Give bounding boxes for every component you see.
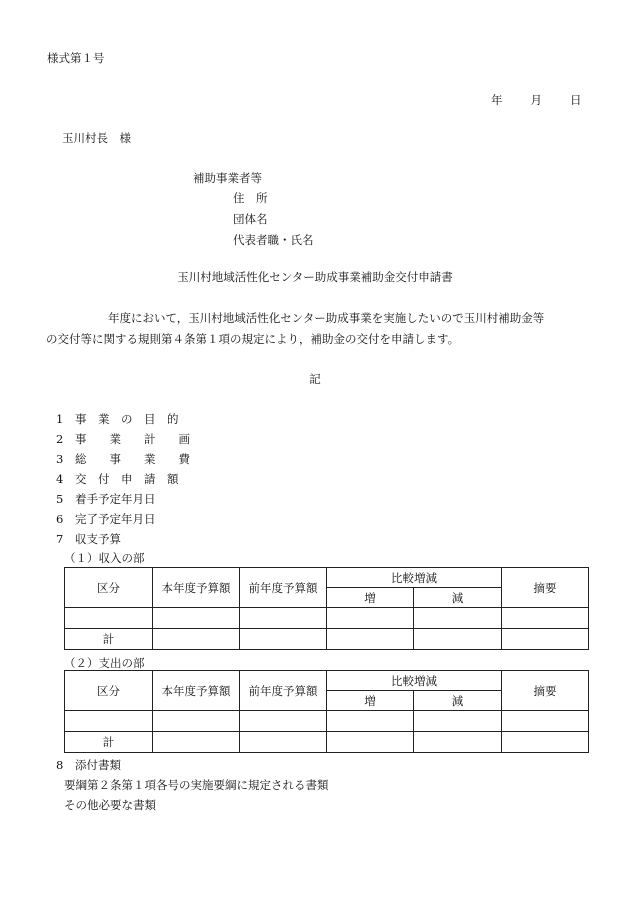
date-month: 月 — [530, 93, 542, 107]
item-number: 1 — [56, 412, 64, 426]
item-number: 7 — [56, 532, 64, 546]
cell — [327, 629, 414, 650]
item-label: 総 事 業 費 — [75, 452, 190, 466]
date-day: 日 — [570, 93, 582, 107]
form-number: 様式第１号 — [47, 51, 105, 65]
total-label: 計 — [65, 629, 153, 650]
header-remarks: 摘要 — [502, 671, 589, 711]
item-number: 4 — [56, 472, 64, 486]
cell — [153, 629, 240, 650]
cell — [502, 608, 589, 629]
item-label: 事 業 計 画 — [75, 432, 190, 446]
date-line — [491, 92, 582, 108]
cell — [502, 732, 589, 753]
table-row — [65, 711, 589, 732]
applicant-organization-label: 団体名 — [233, 212, 268, 226]
header-increase: 増 — [327, 691, 414, 711]
expense-table — [64, 670, 589, 753]
cell — [327, 732, 414, 753]
item-start-date — [56, 491, 156, 507]
ki-heading: 記 — [309, 372, 321, 386]
document-title: 玉川村地域活性化センター助成事業補助金交付申請書 — [177, 270, 453, 284]
table-row — [65, 608, 589, 629]
item-number: 6 — [56, 512, 64, 526]
header-previous-budget: 前年度予算額 — [240, 568, 327, 608]
body-paragraph — [46, 308, 586, 350]
item-budget — [56, 531, 121, 547]
applicant-representative-label: 代表者職・氏名 — [233, 233, 314, 247]
total-label: 計 — [65, 732, 153, 753]
applicant-address-label: 住 所 — [233, 191, 268, 205]
item-label: 交 付 申 請 額 — [75, 472, 179, 486]
header-increase: 増 — [327, 588, 414, 608]
income-heading: （１）収入の部 — [64, 551, 145, 565]
item-attachments — [56, 757, 121, 773]
cell — [240, 608, 327, 629]
header-comparison: 比較増減 — [327, 671, 502, 691]
cell — [414, 608, 502, 629]
item-purpose — [56, 411, 179, 427]
total-row — [65, 629, 589, 650]
date-year: 年 — [491, 93, 503, 107]
header-decrease: 減 — [414, 588, 502, 608]
item-number: 8 — [56, 758, 64, 772]
cell — [414, 629, 502, 650]
header-comparison: 比較増減 — [327, 568, 502, 588]
body-line-1: 年度において，玉川村地域活性化センター助成事業を実施したいので玉川村補助金等 — [108, 311, 545, 325]
attachment-item: その他必要な書類 — [64, 798, 156, 812]
cell — [327, 711, 414, 732]
cell — [240, 711, 327, 732]
cell — [240, 629, 327, 650]
item-label: 添付書類 — [75, 758, 121, 772]
header-category: 区分 — [65, 568, 153, 608]
cell — [414, 711, 502, 732]
item-end-date — [56, 511, 156, 527]
addressee: 玉川村長 様 — [62, 131, 131, 145]
cell — [502, 711, 589, 732]
cell — [240, 732, 327, 753]
header-current-budget: 本年度予算額 — [153, 671, 240, 711]
total-row — [65, 732, 589, 753]
item-label: 着手予定年月日 — [75, 492, 156, 506]
item-number: 5 — [56, 492, 64, 506]
header-decrease: 減 — [414, 691, 502, 711]
header-current-budget: 本年度予算額 — [153, 568, 240, 608]
item-requested-amount — [56, 471, 179, 487]
item-plan — [56, 431, 190, 447]
attachment-item: 要綱第２条第１項各号の実施要綱に規定される書類 — [64, 778, 329, 792]
expense-heading: （２）支出の部 — [64, 656, 145, 670]
header-previous-budget: 前年度予算額 — [240, 671, 327, 711]
applicant-label: 補助事業者等 — [193, 171, 262, 185]
header-category: 区分 — [65, 671, 153, 711]
item-label: 事 業 の 目 的 — [75, 412, 179, 426]
item-total-cost — [56, 451, 190, 467]
cell — [327, 608, 414, 629]
cell — [153, 732, 240, 753]
item-number: 2 — [56, 432, 64, 446]
item-number: 3 — [56, 452, 64, 466]
body-line-2: の交付等に関する規則第４条第１項の規定により，補助金の交付を申請します。 — [46, 332, 460, 346]
cell — [65, 608, 153, 629]
header-remarks: 摘要 — [502, 568, 589, 608]
item-label: 完了予定年月日 — [75, 512, 156, 526]
cell — [153, 711, 240, 732]
cell — [414, 732, 502, 753]
cell — [502, 629, 589, 650]
cell — [65, 711, 153, 732]
income-table — [64, 567, 589, 650]
cell — [153, 608, 240, 629]
item-label: 収支予算 — [75, 532, 121, 546]
